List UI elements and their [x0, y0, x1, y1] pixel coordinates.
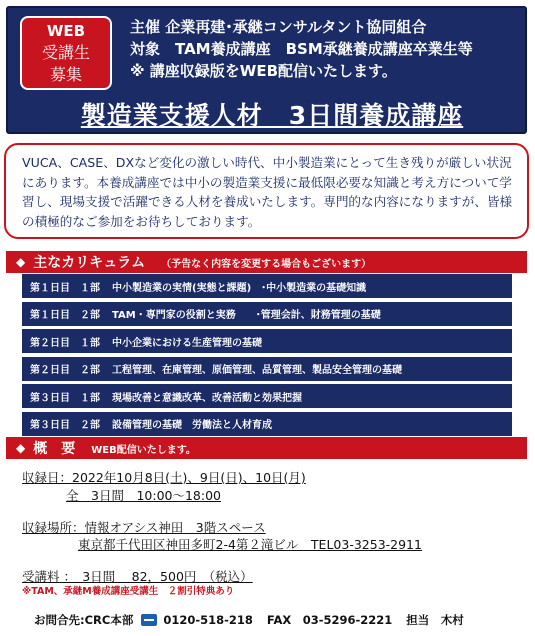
curriculum-header: [6, 251, 527, 273]
curriculum-row: [22, 302, 512, 326]
recording-location: 収録場所：情報オアシス神田 3階スペース: [22, 520, 266, 535]
curriculum-list: [22, 274, 512, 439]
curriculum-row: [22, 329, 512, 353]
curriculum-row: [22, 357, 512, 381]
organizer-line: 主催 企業再建･承継コンサルタント協同組合: [130, 18, 427, 36]
overview-header: [6, 437, 527, 459]
header-info: [130, 16, 473, 82]
free-dial-icon: [141, 614, 157, 626]
badge-line-2: 受講生: [41, 43, 90, 62]
badge-line-1: WEB: [46, 22, 86, 40]
row-topic: 中小製造業の実情(実態と課題) ･中小製造業の基礎知識: [112, 282, 367, 294]
contact-line: [34, 612, 464, 628]
row-session: 第１日目 １部: [30, 282, 100, 294]
curriculum-title: 主なカリキュラム: [33, 255, 146, 271]
contact-label: お問合先:CRC本部: [34, 613, 134, 627]
row-session: 第２日目 １部: [30, 337, 100, 349]
curriculum-row: [22, 384, 512, 408]
recording-time: 全 3日間 10:00～18:00: [66, 488, 221, 503]
web-badge: [20, 16, 112, 90]
web-note-line: ※ 講座収録版をWEB配信いたします。: [130, 62, 397, 80]
curriculum-row: [22, 412, 512, 436]
diamond-icon: ◆: [16, 441, 26, 455]
target-line: 対象 TAM養成講座 BSM承継養成講座卒業生等: [130, 40, 473, 58]
fee-text: 受講料 ： 3日間 82，500円 （税込）: [22, 569, 253, 584]
row-session: 第１日目 ２部: [30, 310, 100, 321]
contact-person: 担当 木村: [406, 613, 464, 627]
recording-date: 収録日：2022年10月8日(土)、9日(日)、10日(月): [22, 470, 306, 485]
row-session: 第３日目 １部: [30, 392, 100, 404]
row-session: 第３日目 ２部: [30, 420, 100, 431]
contact-fax: FAX 03-5296-2221: [266, 613, 393, 627]
row-topic: 工程管理、在庫管理、原価管理、品質管理、製品安全管理の基礎: [112, 365, 402, 376]
badge-line-3: 募集: [49, 65, 82, 84]
overview-title: 概 要: [33, 441, 76, 457]
curriculum-row: [22, 274, 512, 298]
intro-text: VUCA、CASE、DXなど変化の激しい時代、中小製造業にとって生き残りが厳しい状況にあります。本養成講座では中小の製造業支援に最低限必要な知識と考え方について学習し、現場支援で活躍できる人材を養成いたします。専門的な内容になりますが、皆様の積極的なご参加をお待ちしております。: [4, 143, 529, 239]
row-topic: 設備管理の基礎 労働法と人材育成: [112, 420, 272, 431]
row-topic: TAM・専門家の役割と実務 ･管理会計、財務管理の基礎: [112, 310, 381, 321]
row-topic: 中小企業における生産管理の基礎: [112, 337, 262, 349]
fee-discount-note: ※TAM、承継M養成講座受講生 ２割引特典あり: [22, 586, 235, 597]
overview-note: WEB配信いたします。: [91, 444, 196, 456]
diamond-icon: ◆: [16, 255, 26, 269]
header-banner: [6, 6, 527, 134]
page-title: 製造業支援人材 3日間養成講座: [80, 101, 464, 130]
location-address: 東京都千代田区神田多町2-4第２滝ビル TEL03-3253-2911: [78, 537, 422, 552]
curriculum-note: （予告なく内容を変更する場合もございます）: [161, 258, 372, 270]
row-topic: 現場改善と意識改革、改善活動と効果把握: [112, 392, 302, 404]
contact-phone: 0120-518-218: [163, 613, 253, 627]
row-session: 第２日目 ２部: [30, 365, 100, 376]
